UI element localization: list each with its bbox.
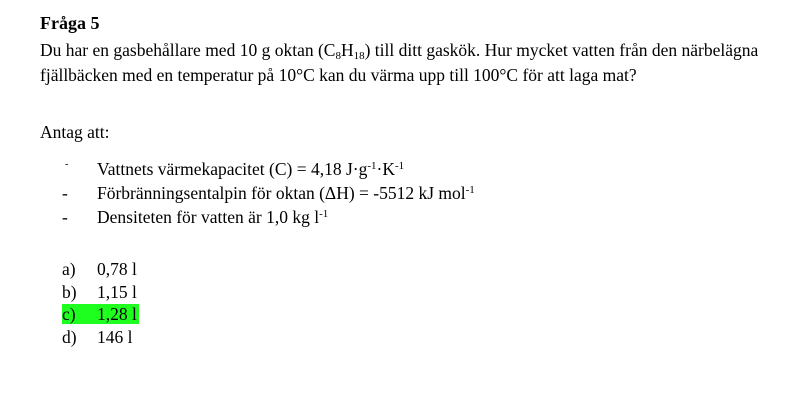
option-letter: d)	[62, 326, 77, 347]
assumption-text: Vattnets värmekapacitet (C) = 4,18 J·g	[97, 159, 368, 179]
assumption-unit: ·K	[376, 159, 395, 179]
assumptions-heading: Antag att:	[40, 122, 110, 142]
list-dash-marker: -	[62, 207, 68, 227]
question-text	[40, 38, 760, 88]
option-value: 146 l	[97, 326, 133, 347]
exponent: -1	[367, 160, 377, 172]
assumption-text: Densiteten för vatten är 1,0 kg l	[97, 207, 320, 227]
assumption-item	[62, 157, 475, 181]
option-letter: c)	[62, 304, 76, 324]
option-letter: a)	[62, 259, 76, 279]
exponent: -1	[395, 160, 405, 172]
option-letter: b)	[62, 281, 77, 302]
answer-option-d[interactable]	[62, 326, 139, 349]
exponent: -1	[319, 208, 329, 220]
option-value: 0,78 l	[97, 259, 137, 279]
formula-subscript-hydrogen: 18	[353, 50, 365, 62]
highlighted-correct-answer	[62, 304, 139, 324]
exponent: -1	[465, 184, 475, 196]
answer-option-a[interactable]	[62, 258, 139, 281]
assumption-item	[62, 205, 475, 229]
question-text-part-1: Du har en gasbehållare med 10 g oktan (C	[40, 40, 336, 60]
formula-subscript-carbon: 8	[335, 50, 341, 62]
option-value: 1,15 l	[97, 281, 137, 302]
question-title: Fråga 5	[40, 13, 100, 33]
assumption-text: Förbränningsentalpin för oktan (ΔH) = -5512 kJ mol	[97, 183, 466, 203]
assumption-item	[62, 181, 475, 205]
answer-option-c[interactable]	[62, 303, 139, 326]
option-value: 1,28 l	[97, 304, 137, 324]
assumptions-list	[62, 157, 475, 229]
formula-hydrogen: H	[340, 40, 354, 60]
question-text-part-2: ) till ditt gaskök. Hur mycket vatten från den närbelägna fjällbäcken med en temperatur på 10°C kan du värma upp till 100°C för att laga mat?	[40, 40, 759, 85]
list-dash-marker: -	[65, 159, 69, 170]
answer-option-b[interactable]	[62, 281, 139, 304]
list-dash-marker: -	[62, 183, 68, 203]
answer-options	[62, 258, 139, 348]
